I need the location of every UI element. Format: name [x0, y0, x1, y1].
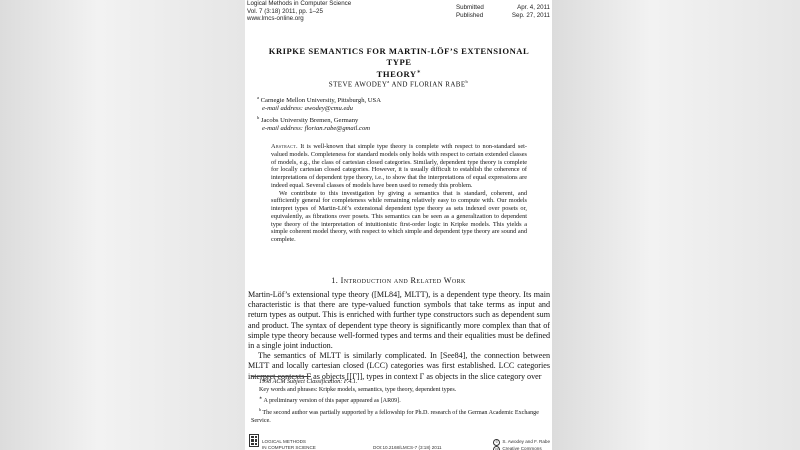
journal-name: Logical Methods in Computer Science: [247, 0, 352, 7]
abstract-paragraph-2: We contribute to this investigation by giving a semantics that is standard, coherent, and sufficiently general for completeness while remaining relatively easy to compute with. Our models interpret types of Martin-Löf’s extensional dependent type theory as sets indexed over posets or, equivalently, as fibrations over posets. This semantics can be seen as a generalization to dependent type theory of the interpretation of intuitionistic first-order logic in Kripke models. This yields a simple coherent model theory, with respect to which simple and dependent type theory are sound and complete.: [271, 189, 527, 243]
copyright-holders: S. Awodey and F. Rabe: [502, 439, 550, 444]
footnote-2: [251, 406, 547, 425]
journal-website[interactable]: www.lmcs-online.org: [247, 15, 304, 23]
body-paragraph-1: Martin-Löf’s extensional type theory ([ML84], MLTT), is a dependent type theory. Its main characteristic is that there are type-valued function symbols that take terms as input and return types as output. This is enriched with further type constructors such as dependent sum and product. The syntax of dependent type theory is significantly more complex than that of simple type theory because well-formed types and terms and their equalities must be defined in a single joint induction.: [248, 290, 550, 351]
creative-commons-icon: cc: [493, 446, 500, 450]
viewer-background-right: [552, 0, 800, 450]
acm-classification: 1998 ACM Subject Classification: F.4.1.: [259, 379, 358, 385]
affiliation-b-institution: Jacobs University Bremen, Germany: [260, 117, 359, 125]
affiliation-a: [257, 94, 381, 114]
paper-title: [257, 46, 541, 79]
title-footnote-mark: ∗: [416, 69, 422, 75]
footnote-1-text: A preliminary version of this paper appeared as [AR09].: [263, 398, 401, 405]
page-footer: [245, 431, 552, 450]
footnote-1-mark: ∗: [259, 395, 263, 401]
authors-and: AND: [391, 80, 408, 89]
author-rabe-mark: b: [465, 79, 469, 84]
authors: [245, 79, 552, 88]
footnote-2-mark: b: [259, 407, 261, 413]
section-title: Introduction and Related Work: [340, 276, 466, 285]
footnote-1: [251, 394, 547, 406]
author-awodey-mark: a: [387, 79, 390, 84]
license-name: Creative Commons: [502, 446, 542, 450]
logo-line-1: LOGICAL METHODS: [262, 439, 306, 444]
lmcs-logo-text: [262, 439, 316, 450]
copyright-icon: ©: [493, 439, 500, 446]
footnote-2-text: The second author was partially supported by a fellowship for Ph.D. research of the German Academic Exchange Service.: [251, 410, 539, 424]
footnote-rule: [251, 376, 311, 377]
abstract: [271, 143, 527, 244]
title-line-1: KRIPKE SEMANTICS FOR MARTIN-LÖF’S EXTENSIONAL TYPE: [268, 46, 530, 67]
logo-line-2: IN COMPUTER SCIENCE: [262, 444, 316, 450]
paper-page: [245, 0, 552, 450]
keywords: Key words and phrases: Kripke models, semantics, type theory, dependent types.: [259, 386, 457, 393]
section-heading: [245, 276, 552, 285]
affiliation-b-email: e-mail address: florian.rabe@gmail.com: [262, 125, 371, 133]
title-line-2: THEORY: [376, 68, 417, 79]
affiliation-b-mark: b: [257, 115, 260, 120]
affiliation-a-email: e-mail address: awodey@cmu.edu: [262, 105, 353, 113]
submitted-date: Apr. 4, 2011: [517, 4, 550, 11]
submission-dates: [456, 4, 550, 19]
doi: DOI:10.2168/LMCS-7 (3:18) 2011: [373, 445, 442, 450]
submitted-label: Submitted: [456, 4, 484, 11]
body-text: [248, 290, 550, 382]
author-awodey: STEVE AWODEY: [328, 80, 388, 89]
abstract-label: Abstract.: [271, 143, 298, 150]
affiliation-a-mark: a: [257, 95, 259, 100]
abstract-paragraph-1: It is well-known that simple type theory is complete with respect to non-standard set-valued models. Completeness for standard models only holds with respect to certain extended classes of models, e.g., the class of cartesian closed categories. Similarly, dependent type theory is complete for locally cartesian closed categories. However, it is usually difficult to establish the coherence of interpretations of dependent type theory, i.e., to show that the interpretations of equal expressions are indeed equal. Several classes of models have been used to remedy this problem.: [271, 143, 527, 189]
viewer-background-left: [0, 0, 245, 450]
footnotes: [251, 379, 547, 426]
author-rabe: FLORIAN RABE: [409, 80, 466, 89]
license-block: [493, 439, 550, 450]
affiliation-a-institution: Carnegie Mellon University, Pittsburgh, USA: [260, 97, 381, 105]
lmcs-logo-icon: [249, 434, 259, 447]
journal-volume: Vol. 7 (3:18) 2011, pp. 1–25: [247, 7, 323, 15]
published-date: Sep. 27, 2011: [511, 11, 550, 19]
body-paragraph-2: The semantics of MLTT is similarly complicated. In [See84], the connection between MLTT and locally cartesian closed (LCC) categories was first established. LCC categories interpret contexts Γ as objects [[Γ]], types in context Γ as objects in the slice category over: [248, 351, 550, 381]
affiliation-b: [257, 114, 370, 134]
journal-header: [247, 0, 351, 23]
published-label: Published: [456, 11, 484, 19]
section-number: 1.: [331, 276, 339, 285]
